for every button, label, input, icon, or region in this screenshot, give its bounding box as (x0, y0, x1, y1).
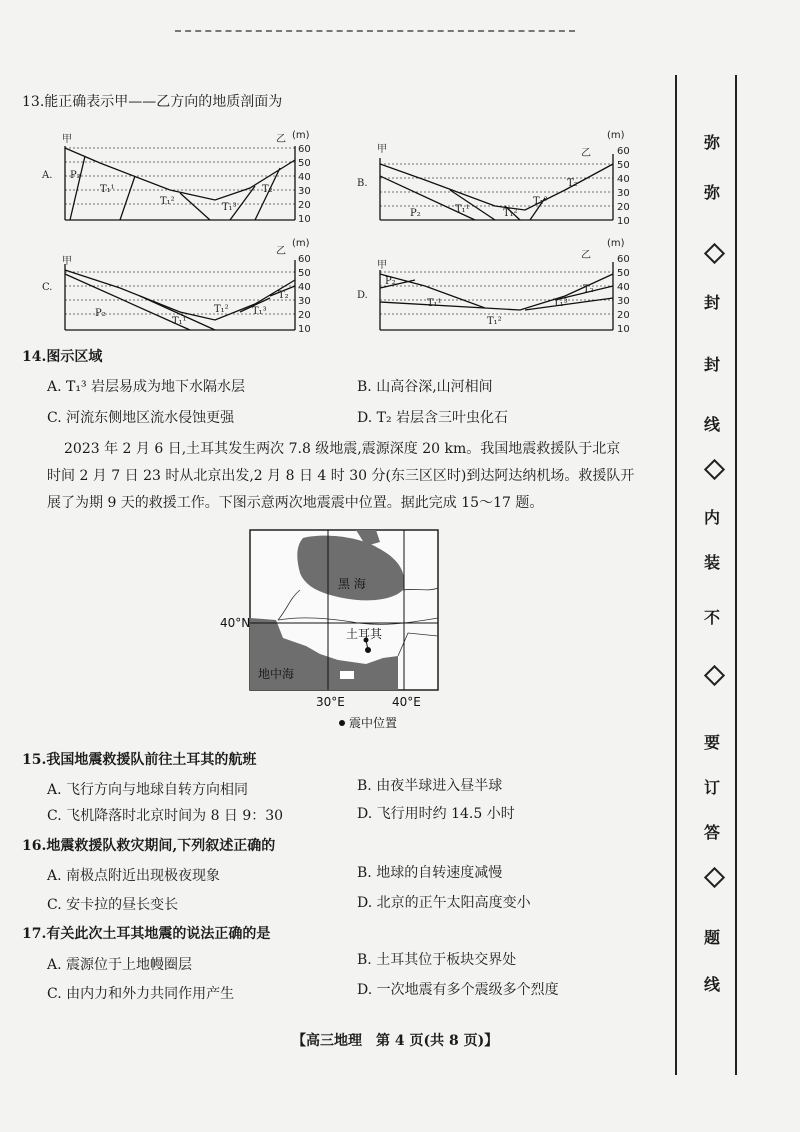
q16-option-c[interactable]: C. 安卡拉的昼长变长 (47, 897, 179, 913)
svg-text:T₁¹: T₁¹ (427, 298, 442, 309)
svg-text:40: 40 (617, 174, 630, 185)
svg-text:10: 10 (298, 214, 311, 225)
q15-option-d[interactable]: D. 飞行用时约 14.5 小时 (357, 806, 515, 822)
q13-stem: 13.能正确表示甲——乙方向的地质剖面为 (22, 94, 283, 110)
q14-option-d[interactable]: D. T₂ 岩层含三叶虫化石 (357, 410, 509, 426)
q15-option-c[interactable]: C. 飞机降落时北京时间为 8 日 9：30 (47, 808, 284, 824)
svg-text:40: 40 (617, 282, 630, 293)
svg-text:20: 20 (298, 310, 311, 321)
svg-text:60: 60 (617, 254, 630, 265)
svg-text:10: 10 (617, 216, 630, 227)
svg-text:T₁³: T₁³ (553, 298, 568, 309)
svg-text:P₂: P₂ (95, 308, 106, 319)
svg-text:T₁¹: T₁¹ (100, 184, 115, 195)
svg-text:(m): (m) (292, 130, 310, 141)
q13-panel-c (40, 240, 320, 340)
svg-text:乙: 乙 (581, 148, 591, 159)
seal-char: 弥 (703, 183, 720, 202)
svg-text:震中位置: 震中位置 (349, 716, 398, 730)
svg-text:P₂: P₂ (385, 276, 396, 287)
svg-text:C.: C. (42, 282, 53, 293)
q13-panel-a (40, 128, 320, 228)
svg-text:T₂: T₂ (262, 184, 273, 195)
svg-text:50: 50 (298, 268, 311, 279)
seal-char: 订 (703, 778, 720, 797)
svg-text:乙: 乙 (581, 250, 591, 261)
seal-char: 不 (703, 608, 720, 627)
svg-text:50: 50 (617, 160, 630, 171)
svg-text:(m): (m) (292, 238, 310, 249)
svg-text:甲: 甲 (377, 144, 387, 155)
seal-char: 封 (703, 355, 720, 374)
svg-text:30: 30 (298, 186, 311, 197)
svg-text:30: 30 (298, 296, 311, 307)
svg-text:10: 10 (617, 324, 630, 335)
seal-char: 线 (703, 415, 720, 434)
seal-char: 装 (703, 553, 720, 572)
svg-text:T₁³: T₁³ (222, 202, 237, 213)
seal-char: 要 (703, 733, 720, 752)
svg-text:60: 60 (617, 146, 630, 157)
svg-text:甲: 甲 (62, 256, 72, 267)
svg-text:甲: 甲 (62, 134, 72, 145)
svg-text:T₁²: T₁² (160, 196, 175, 207)
svg-text:20: 20 (298, 200, 311, 211)
svg-text:T₁²: T₁² (214, 304, 229, 315)
seal-char: 题 (703, 928, 720, 947)
svg-text:40: 40 (298, 172, 311, 183)
q16-option-a[interactable]: A. 南极点附近出现极夜现象 (47, 868, 221, 884)
svg-text:土耳其: 土耳其 (346, 627, 383, 641)
svg-text:30: 30 (617, 296, 630, 307)
q17-option-c[interactable]: C. 由内力和外力共同作用产生 (47, 986, 235, 1002)
svg-text:40°E: 40°E (392, 695, 421, 709)
q17-option-d[interactable]: D. 一次地震有多个震级多个烈度 (357, 982, 559, 998)
svg-text:20: 20 (617, 202, 630, 213)
svg-text:T₁²: T₁² (487, 316, 502, 327)
q16-option-d[interactable]: D. 北京的正午太阳高度变小 (357, 895, 531, 911)
legend-epicenter-icon (339, 720, 345, 726)
q14-option-a[interactable]: A. T₁³ 岩层易成为地下水隔水层 (47, 379, 246, 395)
turkey-map (220, 528, 448, 738)
panel-letter: A. (42, 170, 53, 181)
svg-text:50: 50 (298, 158, 311, 169)
q13-panel-d (355, 240, 640, 340)
svg-text:T₁¹: T₁¹ (455, 204, 470, 215)
svg-text:T₂: T₂ (567, 178, 578, 189)
q15-option-a[interactable]: A. 飞行方向与地球自转方向相同 (47, 782, 249, 798)
passage-line-2: 时间 2 月 7 日 23 时从北京出发,2 月 8 日 4 时 30 分(东三区区时)到达阿达纳机场。救援队开 (47, 468, 635, 484)
svg-text:D.: D. (357, 290, 368, 301)
seal-char: 弥 (703, 133, 720, 152)
q15-option-b[interactable]: B. 由夜半球进入昼半球 (357, 778, 503, 794)
passage-line-1: 2023 年 2 月 6 日,土耳其发生两次 7.8 级地震,震源深度 20 km。我国地震救援队于北京 (64, 441, 621, 457)
q17-stem: 17.有关此次土耳其地震的说法正确的是 (22, 926, 271, 942)
q17-option-a[interactable]: A. 震源位于上地幔圈层 (47, 957, 193, 973)
q14-option-c[interactable]: C. 河流东侧地区流水侵蚀更强 (47, 410, 235, 426)
svg-text:60: 60 (298, 144, 311, 155)
svg-text:T₁³: T₁³ (533, 196, 548, 207)
q15-stem: 15.我国地震救援队前往土耳其的航班 (22, 752, 257, 768)
seal-char: 封 (703, 293, 720, 312)
svg-text:P₂: P₂ (410, 208, 421, 219)
svg-text:B.: B. (357, 178, 368, 189)
svg-text:T₂: T₂ (278, 290, 289, 301)
svg-text:30: 30 (617, 188, 630, 199)
seal-char: 线 (703, 975, 720, 994)
svg-text:T₂: T₂ (583, 284, 594, 295)
svg-text:黑 海: 黑 海 (338, 577, 366, 591)
svg-text:T₁³: T₁³ (252, 306, 267, 317)
svg-text:(m): (m) (607, 238, 625, 249)
q17-option-b[interactable]: B. 土耳其位于板块交界处 (357, 952, 517, 968)
svg-text:P₂: P₂ (70, 170, 81, 181)
svg-text:T₁¹: T₁¹ (172, 316, 187, 327)
q16-option-b[interactable]: B. 地球的自转速度减慢 (357, 865, 503, 881)
top-dashed-line (175, 30, 575, 32)
seal-char: 内 (703, 508, 720, 527)
q13-panel-b (355, 128, 640, 228)
q14-option-b[interactable]: B. 山高谷深,山河相间 (357, 379, 493, 395)
svg-text:10: 10 (298, 324, 311, 335)
svg-text:40°N: 40°N (220, 616, 251, 630)
svg-text:地中海: 地中海 (258, 667, 295, 681)
svg-text:T₁²: T₁² (503, 208, 518, 219)
svg-text:60: 60 (298, 254, 311, 265)
svg-text:30°E: 30°E (316, 695, 345, 709)
seal-char: 答 (703, 823, 720, 842)
q16-stem: 16.地震救援队救灾期间,下列叙述正确的 (22, 838, 276, 854)
q14-stem: 14.图示区域 (22, 349, 103, 365)
svg-text:20: 20 (617, 310, 630, 321)
passage-line-3: 展了为期 9 天的救援工作。下图示意两次地震震中位置。据此完成 15～17 题。 (47, 495, 544, 511)
svg-text:(m): (m) (607, 130, 625, 141)
svg-text:乙: 乙 (276, 246, 286, 257)
svg-text:乙: 乙 (276, 134, 286, 145)
svg-text:甲: 甲 (377, 260, 387, 271)
svg-text:50: 50 (617, 268, 630, 279)
svg-text:40: 40 (298, 282, 311, 293)
page-footer: 【高三地理 第 4 页(共 8 页)】 (292, 1033, 499, 1049)
